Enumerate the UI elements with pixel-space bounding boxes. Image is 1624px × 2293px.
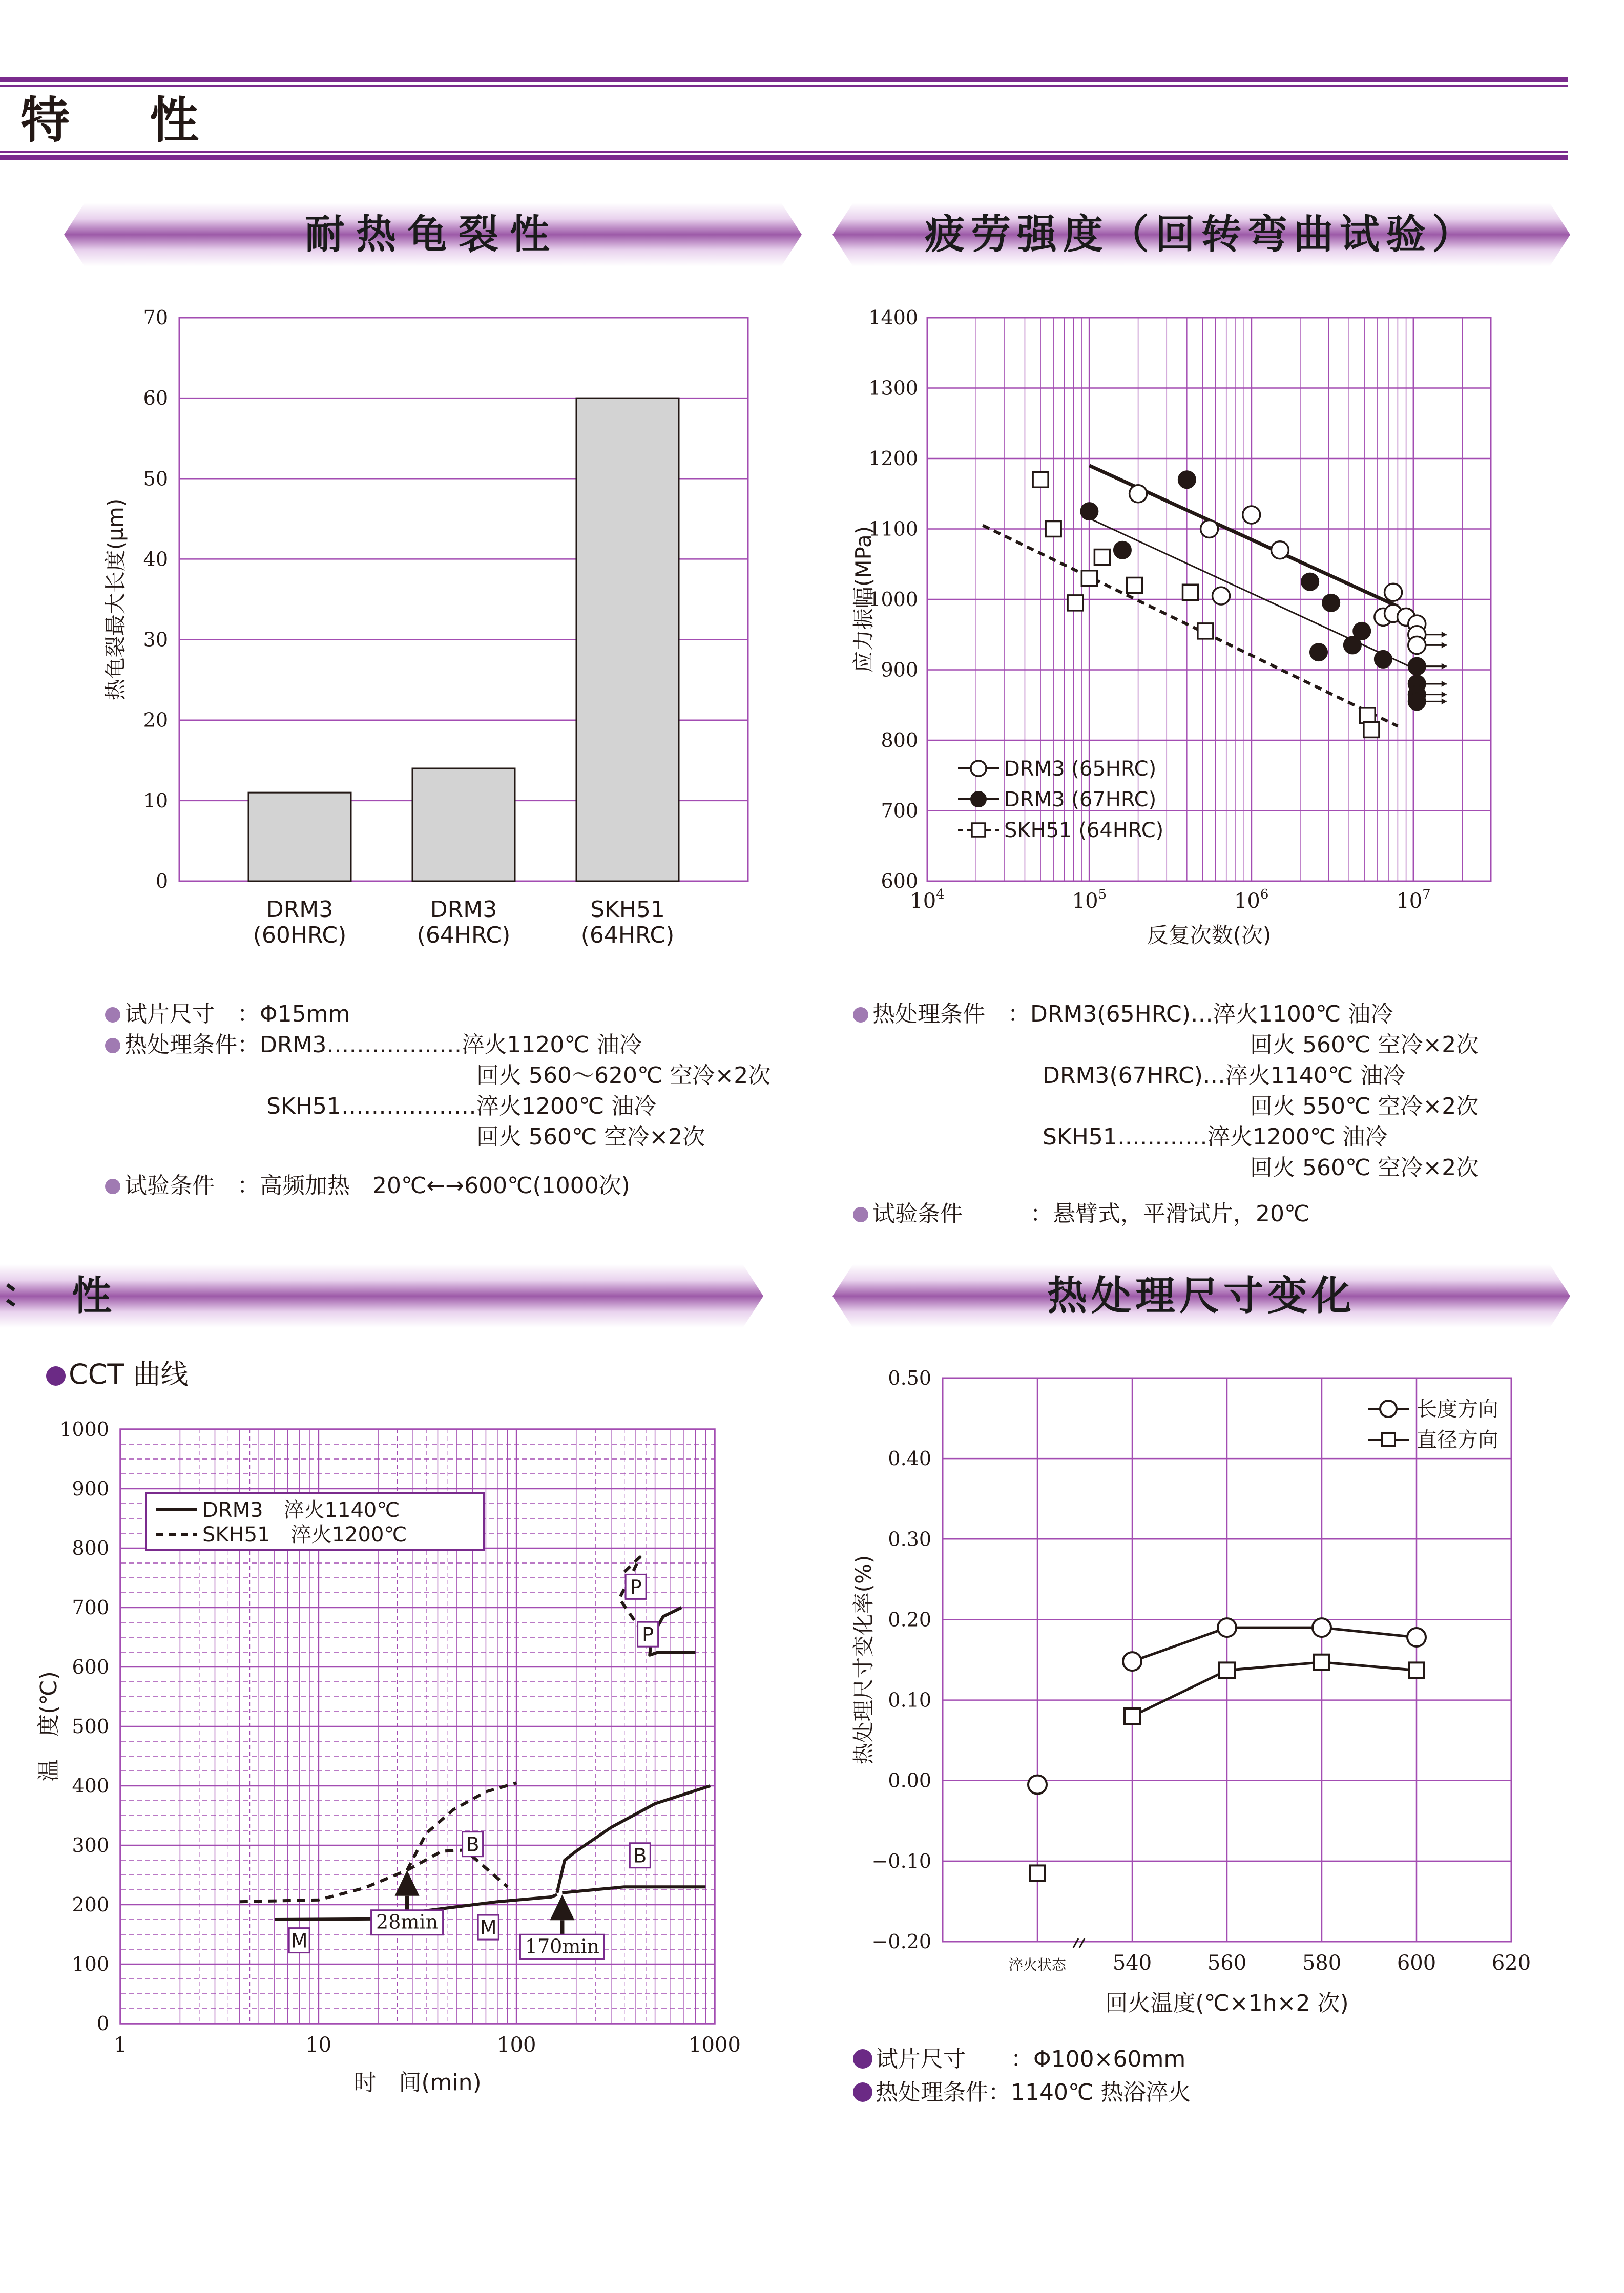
bar (248, 793, 351, 881)
y-tick-label: 100 (72, 1953, 109, 1975)
x-tick-label: 580 (1302, 1951, 1342, 1975)
y-tick-label: 0 (155, 870, 168, 892)
note-value: ：Φ15mm (237, 1001, 350, 1027)
data-point (1364, 722, 1379, 737)
y-tick-label: 10 (143, 789, 168, 812)
note-value: 淬火1120℃ 油冷 (462, 1032, 642, 1058)
data-point (1380, 1401, 1397, 1417)
data-point (1408, 693, 1426, 710)
section-title-cct-cut (5, 1280, 16, 1310)
x-tick-label-sub: (64HRC) (417, 922, 511, 948)
note-dimension-1 (853, 2044, 1185, 2075)
region-label: M (480, 1916, 497, 1940)
legend-label: SKH51 (64HRC) (1004, 819, 1164, 842)
cct-chart (36, 1409, 763, 2116)
y-tick-label: 70 (143, 306, 168, 329)
note-value: ：1140℃ 热浴淬火 (988, 2079, 1191, 2106)
y-tick-label: 800 (881, 729, 918, 752)
note-value: ：DRM3(65HRC)…淬火1100℃ 油冷 (1008, 1001, 1393, 1027)
y-tick-label: 600 (881, 870, 918, 892)
x-tick-label-sub: (60HRC) (253, 922, 347, 948)
y-tick-label: 700 (72, 1596, 109, 1619)
note-fatigue-1 (853, 999, 1393, 1030)
note-fatigue-3: DRM3(67HRC)…淬火1140℃ 油冷 (1043, 1062, 1406, 1089)
y-tick-label: −0.10 (871, 1849, 931, 1872)
x-tick-label: 10 (305, 2033, 332, 2057)
note-fatigue-6: 回火 560℃ 空冷×2次 (1250, 1155, 1479, 1181)
region-label: P (630, 1576, 642, 1599)
data-point (1114, 541, 1131, 559)
series-line (1132, 1628, 1417, 1661)
bullet-icon (46, 1366, 66, 1386)
note-fatigue-4: 回火 550℃ 空冷×2次 (1250, 1093, 1479, 1119)
heat-crack-chart (92, 297, 774, 963)
page-title: 特 性 (20, 92, 214, 149)
x-tick-label: 100 (497, 2033, 536, 2057)
section-title-cct: 性 (71, 1273, 123, 1319)
bar (576, 398, 679, 881)
y-tick-label: 1100 (868, 517, 918, 540)
data-point (1046, 522, 1061, 537)
header-top-rule (0, 77, 1568, 82)
data-point (1123, 1652, 1141, 1671)
y-tick-label: 900 (72, 1477, 109, 1500)
y-tick-label: 0.00 (888, 1769, 931, 1792)
y-axis-label: 应力振幅(MPa) (851, 526, 876, 673)
header-bottom-rule-thick (0, 155, 1568, 160)
series-line (1132, 1662, 1417, 1716)
y-tick-label: 0.20 (888, 1608, 931, 1631)
x-axis-label: 反复次数(次) (1147, 923, 1272, 948)
x-tick-label: 600 (1397, 1951, 1436, 1975)
note-dimension-2 (853, 2077, 1191, 2108)
note-fatigue-7 (853, 1199, 1309, 1229)
data-point (972, 823, 985, 837)
legend-label: 长度方向 (1417, 1398, 1498, 1421)
note-heat-crack-3: 回火 560～620℃ 空冷×2次 (476, 1062, 771, 1089)
data-point (1178, 471, 1196, 488)
legend-label: DRM3 (67HRC) (1004, 788, 1157, 811)
region-label: B (466, 1833, 480, 1856)
y-tick-label: 1300 (868, 377, 918, 400)
data-point (1030, 1865, 1045, 1881)
data-point (1313, 1618, 1331, 1637)
header-bottom-rule (0, 151, 1568, 153)
note-value: ：Φ100×60mm (1011, 2046, 1186, 2072)
fit-line (983, 526, 1398, 726)
bullet-icon (853, 1207, 868, 1222)
data-point (1219, 1662, 1235, 1678)
runout-arrow-head (1442, 663, 1447, 670)
data-point (1409, 1662, 1424, 1678)
x-tick-label: $10^7$ (1396, 887, 1431, 913)
data-point (1360, 708, 1375, 723)
cut-glyph (5, 1280, 16, 1310)
note-heat-crack-5: 回火 560℃ 空冷×2次 (476, 1124, 705, 1150)
y-tick-label: 0.10 (888, 1689, 931, 1712)
data-point (1125, 1708, 1140, 1724)
y-axis-label: 温 度(℃) (36, 1671, 62, 1782)
note-label: 试验条件 (124, 1173, 215, 1199)
x-axis-label: 回火温度(℃×1h×2 次) (1105, 1990, 1349, 2016)
legend-label: 直径方向 (1417, 1428, 1498, 1452)
x-tick-label-sub: (64HRC) (580, 922, 675, 948)
cct-curve (557, 1786, 710, 1893)
data-point (1033, 472, 1048, 487)
fatigue-chart (840, 297, 1568, 963)
data-point (1310, 643, 1327, 661)
x-tick-label: SKH51 (590, 897, 665, 923)
dimension-chart (840, 1342, 1568, 2029)
y-tick-label: 20 (143, 708, 168, 732)
y-axis-label: 热龟裂最大长度(μm) (103, 498, 128, 701)
data-point (1068, 595, 1083, 611)
y-tick-label: −0.20 (871, 1930, 931, 1953)
y-axis-label: 热处理尺寸变化率(%) (851, 1555, 876, 1765)
note-heat-crack-1 (105, 999, 350, 1030)
x-tick-label: 620 (1491, 1951, 1531, 1975)
legend-label: DRM3 淬火1140℃ (202, 1498, 400, 1522)
y-tick-label: 800 (72, 1537, 109, 1559)
annotation-arrow (550, 1894, 574, 1920)
data-point (1301, 573, 1319, 591)
region-label: M (290, 1929, 308, 1952)
data-point (1271, 541, 1288, 559)
region-label: P (642, 1623, 654, 1646)
note-label: 热处理条件 (872, 1001, 985, 1027)
y-tick-label: 0 (96, 2012, 109, 2035)
y-tick-label: 1200 (868, 447, 918, 470)
y-tick-label: 40 (143, 548, 168, 571)
y-tick-label: 0.30 (888, 1528, 931, 1551)
bullet-icon (105, 1038, 120, 1053)
bullet-icon (853, 2082, 872, 2102)
x-tick-label: 淬火状态 (1008, 1956, 1067, 1973)
note-value: ：悬臂式，平滑试片，20℃ (1030, 1201, 1310, 1227)
data-point (1094, 550, 1110, 565)
header-top-rule-thin (0, 85, 1568, 87)
data-point (1127, 578, 1142, 593)
note-fatigue-2: 回火 560℃ 空冷×2次 (1250, 1032, 1479, 1058)
y-tick-label: 200 (72, 1893, 109, 1916)
x-tick-label: 1 (114, 2033, 127, 2057)
data-point (1081, 571, 1097, 586)
data-point (1385, 583, 1402, 601)
x-tick-label: $10^5$ (1072, 887, 1107, 913)
y-tick-label: 700 (881, 799, 918, 822)
data-point (1322, 594, 1340, 612)
y-tick-label: 900 (881, 658, 918, 681)
y-tick-label: 1400 (868, 306, 918, 329)
x-tick-label: 560 (1207, 1951, 1247, 1975)
cct-heading-text: CCT 曲线 (69, 1358, 189, 1390)
data-point (1201, 520, 1218, 538)
data-point (1408, 658, 1426, 675)
data-point (1243, 506, 1260, 524)
note-value: 淬火1200℃ 油冷 (476, 1093, 657, 1119)
region-label: B (633, 1844, 647, 1867)
y-tick-label: 300 (72, 1834, 109, 1857)
data-point (1375, 651, 1392, 668)
runout-arrow-head (1442, 698, 1447, 704)
bullet-icon (105, 1179, 120, 1194)
data-point (1408, 636, 1426, 654)
note-heat-crack-2 (105, 1030, 642, 1060)
section-title-dimension: 热处理尺寸变化 (1047, 1273, 1356, 1319)
data-point (1218, 1618, 1236, 1637)
section-title-heat-crack: 耐热龟裂性 (304, 212, 561, 258)
x-axis-label: 时 间(min) (353, 2070, 482, 2096)
data-point (971, 761, 986, 776)
x-tick-label: $10^6$ (1234, 887, 1269, 913)
y-tick-label: 500 (72, 1715, 109, 1738)
note-label: 热处理条件：DRM3……………… (124, 1032, 462, 1058)
y-tick-label: 0.40 (888, 1447, 931, 1470)
data-point (971, 791, 986, 807)
note-value: ：高频加热 20℃←→600℃(1000次) (237, 1173, 630, 1199)
runout-arrow-head (1442, 632, 1447, 638)
data-point (1198, 623, 1213, 639)
note-fatigue-5: SKH51…………淬火1200℃ 油冷 (1043, 1124, 1388, 1150)
data-point (1213, 587, 1230, 604)
runout-arrow-head (1442, 642, 1447, 648)
bullet-icon (853, 2049, 872, 2069)
y-tick-label: 0.50 (888, 1367, 931, 1389)
note-label: SKH51……………… (266, 1093, 476, 1119)
runout-arrow-head (1442, 692, 1447, 698)
legend-label: DRM3 (65HRC) (1004, 757, 1157, 781)
data-point (1353, 622, 1370, 640)
note-label: 热处理条件 (876, 2079, 988, 2106)
y-tick-label: 600 (72, 1656, 109, 1678)
note-label: 试验条件 (872, 1201, 963, 1227)
data-point (1407, 1628, 1426, 1646)
y-tick-label: 1000 (59, 1418, 109, 1441)
x-tick-label: $10^4$ (910, 887, 945, 913)
note-heat-crack-6 (105, 1171, 630, 1201)
data-point (1183, 585, 1198, 600)
y-tick-label: 60 (143, 387, 168, 410)
bullet-icon (105, 1007, 120, 1023)
note-label: 试片尺寸 (124, 1001, 215, 1027)
annotation-label: 170min (525, 1935, 600, 1958)
data-point (1130, 485, 1147, 503)
x-tick-label: DRM3 (430, 897, 497, 923)
data-point (1028, 1776, 1047, 1794)
bar (412, 768, 515, 881)
x-tick-label: DRM3 (266, 897, 334, 923)
data-point (1382, 1433, 1395, 1446)
section-title-fatigue: 疲劳强度（回转弯曲试验） (924, 212, 1478, 258)
bullet-icon (853, 1007, 868, 1023)
legend-label: SKH51 淬火1200℃ (202, 1523, 407, 1547)
y-tick-label: 50 (143, 467, 168, 490)
data-point (1080, 503, 1098, 520)
x-tick-label: 540 (1112, 1951, 1152, 1975)
cct-heading (46, 1358, 189, 1391)
x-tick-label: 1000 (689, 2033, 741, 2057)
y-tick-label: 30 (143, 628, 168, 651)
y-tick-label: 400 (72, 1775, 109, 1797)
y-tick-label: 1000 (868, 588, 918, 611)
runout-arrow-head (1442, 681, 1447, 687)
axis-break-mark (1073, 1938, 1085, 1948)
note-label: 试片尺寸 (876, 2046, 966, 2072)
data-point (1314, 1655, 1329, 1670)
annotation-label: 28min (376, 1910, 439, 1933)
note-heat-crack-4 (266, 1091, 656, 1122)
